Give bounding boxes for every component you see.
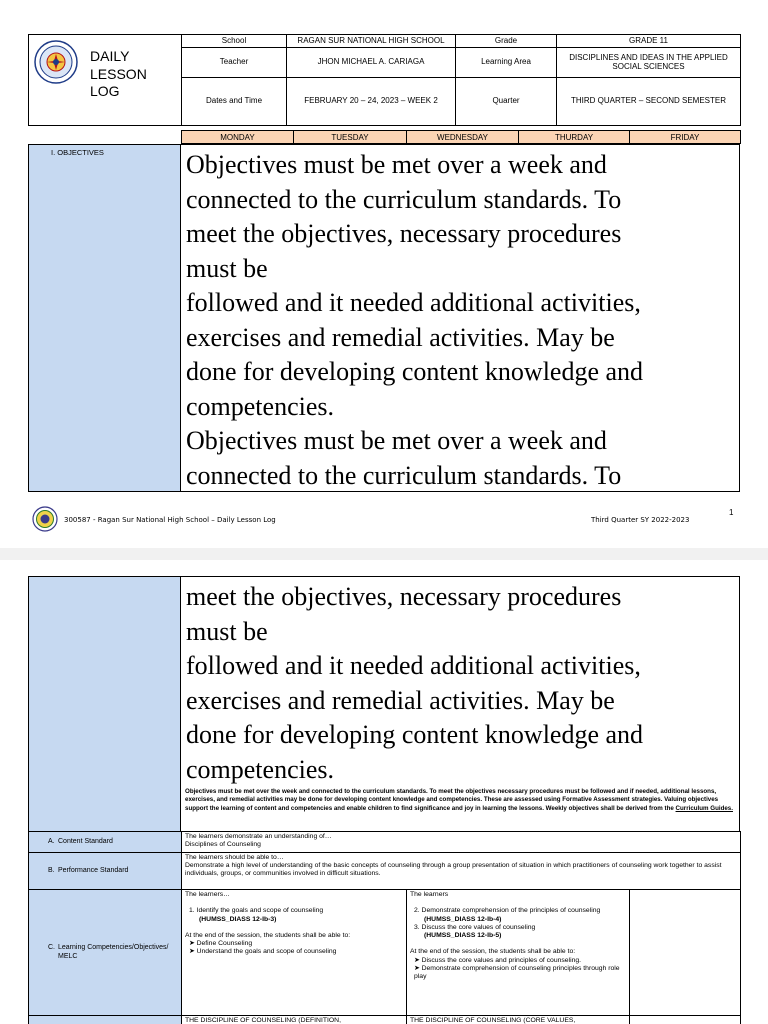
header-table [28, 34, 741, 126]
objectives-label: I. OBJECTIVES [51, 148, 104, 157]
competencies-monday-cell: The learners… 1. Identify the goals and scope of counseling (HUMSS_DIASS 12-Ib-3) At the end of the session, the students shall be able to: ➤ Define Counseling ➤ Understand the goals and scope of counseling [182, 890, 407, 1016]
grade-value: GRADE 11 [557, 35, 741, 48]
performance-standard-row [29, 853, 741, 890]
next-row-col1: THE DISCIPLINE OF COUNSELING (DEFINITION, [182, 1016, 407, 1024]
lesson-standards-table [28, 831, 741, 1024]
teacher-value: JHON MICHAEL A. CARIAGA [287, 47, 456, 77]
day-thursday: THURDAY [519, 131, 630, 144]
objectives-text-continued: meet the objectives, necessary procedures must be followed and it needed additional activities, exercises and remedial activities. May be done for developing content knowledge and competencies. [186, 582, 644, 784]
competencies-friday-cell [630, 890, 741, 1016]
quarter-value: THIRD QUARTER – SECOND SEMESTER [557, 77, 741, 125]
dates-label: Dates and Time [182, 77, 287, 125]
day-tuesday: TUESDAY [294, 131, 407, 144]
objectives-content-cell-continued [181, 576, 740, 832]
learning-area-value: DISCIPLINES AND IDEAS IN THE APPLIED SOCIAL SCIENCES [557, 47, 741, 77]
school-label: School [182, 35, 287, 48]
dates-value: FEBRUARY 20 – 24, 2023 – WEEK 2 [287, 77, 456, 125]
next-row-col2: THE DISCIPLINE OF COUNSELING (CORE VALUES, [407, 1016, 630, 1024]
next-row-label-cell [29, 1016, 182, 1024]
daily-lesson-log-title: DAILY LESSON LOG [90, 48, 147, 99]
performance-standard-value: The learners should be able to… Demonstrate a high level of understanding of the basic concepts of counseling through a group presentation of situation in which practitioners of counseling work together to assist individuals, groups, or communities involved in difficult situations. [182, 853, 741, 890]
content-standard-label-cell: A. Content Standard [29, 832, 182, 853]
page-footer [0, 506, 768, 542]
learning-area-label: Learning Area [456, 47, 557, 77]
school-value: RAGAN SUR NATIONAL HIGH SCHOOL [287, 35, 456, 48]
competencies-row [29, 890, 741, 1016]
logo-cell [29, 35, 182, 126]
day-header-row [181, 130, 741, 144]
footer-school-text: 300587 - Ragan Sur National High School – Daily Lesson Log [64, 516, 276, 524]
page-number: 1 [729, 508, 734, 517]
grade-label: Grade [456, 35, 557, 48]
objectives-label-cell-continued [28, 576, 181, 832]
day-monday: MONDAY [182, 131, 294, 144]
competencies-wednesday-cell: The learners 2. Demonstrate comprehension of the principles of counseling (HUMSS_DIASS 12-Ib-4) 3. Discuss the core values of counseling (HUMSS_DIASS 12-Ib-5) At the end of the session, the students shall be able to: ➤ Discuss the core values and principles of counseling. ➤ Demonstrate comprehension of counseling principles through role play [407, 890, 630, 1016]
content-standard-row [29, 832, 741, 853]
day-wednesday: WEDNESDAY [407, 131, 519, 144]
objectives-label-cell [28, 144, 181, 492]
school-seal-icon [32, 506, 58, 532]
teacher-label: Teacher [182, 47, 287, 77]
quarter-label: Quarter [456, 77, 557, 125]
footer-quarter-text: Third Quarter SY 2022-2023 [591, 516, 690, 524]
objectives-content-cell [181, 144, 740, 492]
objectives-guidance-text: Objectives must be met over the week and connected to the curriculum standards. To meet the objectives necessary procedures must be followed and if needed, additional lessons, exercises, and remedial activities may be done for developing content knowledge and competencies. These are assessed using Formative Assessment strategies. Valuing objectives support the learning of content and competencies and enable children to find significance and joy in learning the lessons. Weekly objectives shall be derived from the Curriculum Guides. [185, 788, 733, 812]
objectives-text: Objectives must be met over a week and connected to the curriculum standards. To meet the objectives, necessary procedures must be followed and it needed additional activities, exercises and remedial activities. May be done for developing content knowledge and competencies. Objectives must be met over a week and connected to the curriculum standards. To [186, 150, 644, 490]
curriculum-guides-link[interactable]: Curriculum Guides. [675, 804, 733, 812]
next-row [29, 1016, 741, 1024]
content-standard-value: The learners demonstrate an understanding of… Disciplines of Counseling [182, 832, 741, 853]
performance-standard-label-cell: B. Performance Standard [29, 853, 182, 890]
day-friday: FRIDAY [630, 131, 741, 144]
competencies-label-cell: C. Learning Competencies/Objectives/ MELC [29, 890, 182, 1016]
next-row-col3 [630, 1016, 741, 1024]
document-page-2 [0, 560, 768, 1024]
